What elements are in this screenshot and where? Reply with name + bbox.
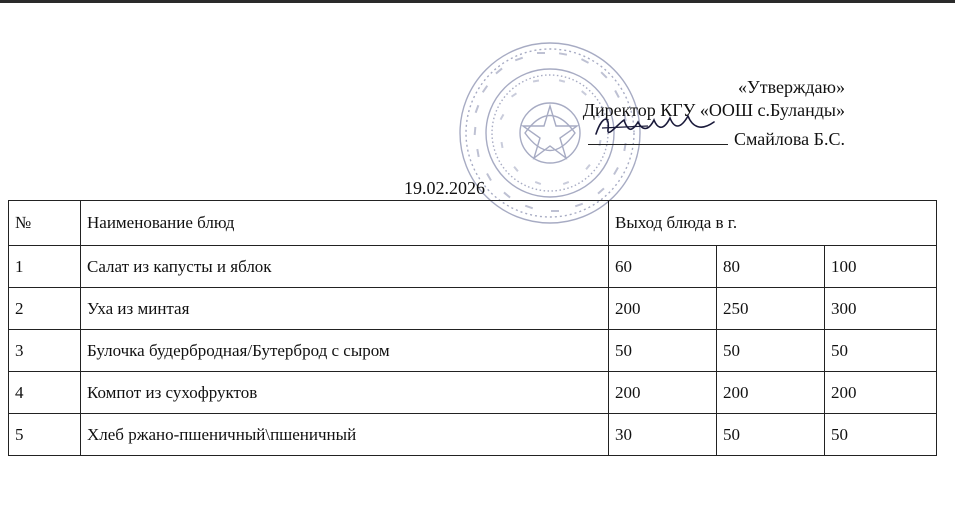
row-number: 2 [9, 288, 81, 330]
output-value-1: 50 [609, 330, 717, 372]
output-value-3: 300 [825, 288, 937, 330]
output-value-3: 100 [825, 246, 937, 288]
output-value-1: 30 [609, 414, 717, 456]
header-output: Выход блюда в г. [609, 201, 937, 246]
output-value-1: 60 [609, 246, 717, 288]
signature-line [465, 122, 845, 151]
header-number: № [9, 201, 81, 246]
approval-block [465, 76, 845, 151]
output-value-3: 50 [825, 330, 937, 372]
table-row [9, 372, 937, 414]
signatory-name: Смайлова Б.С. [734, 129, 845, 149]
dish-name: Салат из капусты и яблок [81, 246, 609, 288]
dish-name: Булочка будербродная/Бутерброд с сыром [81, 330, 609, 372]
output-value-2: 250 [717, 288, 825, 330]
row-number: 1 [9, 246, 81, 288]
dish-name: Компот из сухофруктов [81, 372, 609, 414]
output-value-3: 50 [825, 414, 937, 456]
table-row [9, 414, 937, 456]
output-value-2: 80 [717, 246, 825, 288]
output-value-2: 50 [717, 330, 825, 372]
approve-label: «Утверждаю» [737, 77, 845, 97]
row-number: 5 [9, 414, 81, 456]
table-header-row [9, 201, 937, 246]
table-row [9, 330, 937, 372]
output-value-2: 200 [717, 372, 825, 414]
header-dish-name: Наименование блюд [81, 201, 609, 246]
menu-table [8, 200, 937, 456]
output-value-2: 50 [717, 414, 825, 456]
output-value-1: 200 [609, 288, 717, 330]
output-value-3: 200 [825, 372, 937, 414]
menu-date: 19.02.2026 [404, 178, 485, 198]
top-border-line [0, 0, 955, 3]
output-value-1: 200 [609, 372, 717, 414]
table-row [9, 246, 937, 288]
row-number: 3 [9, 330, 81, 372]
dish-name: Хлеб ржано-пшеничный\пшеничный [81, 414, 609, 456]
dish-name: Уха из минтая [81, 288, 609, 330]
table-row [9, 288, 937, 330]
signature-scribble [588, 122, 728, 145]
row-number: 4 [9, 372, 81, 414]
director-position: Директор КГУ «ООШ с.Буланды» [582, 100, 845, 120]
